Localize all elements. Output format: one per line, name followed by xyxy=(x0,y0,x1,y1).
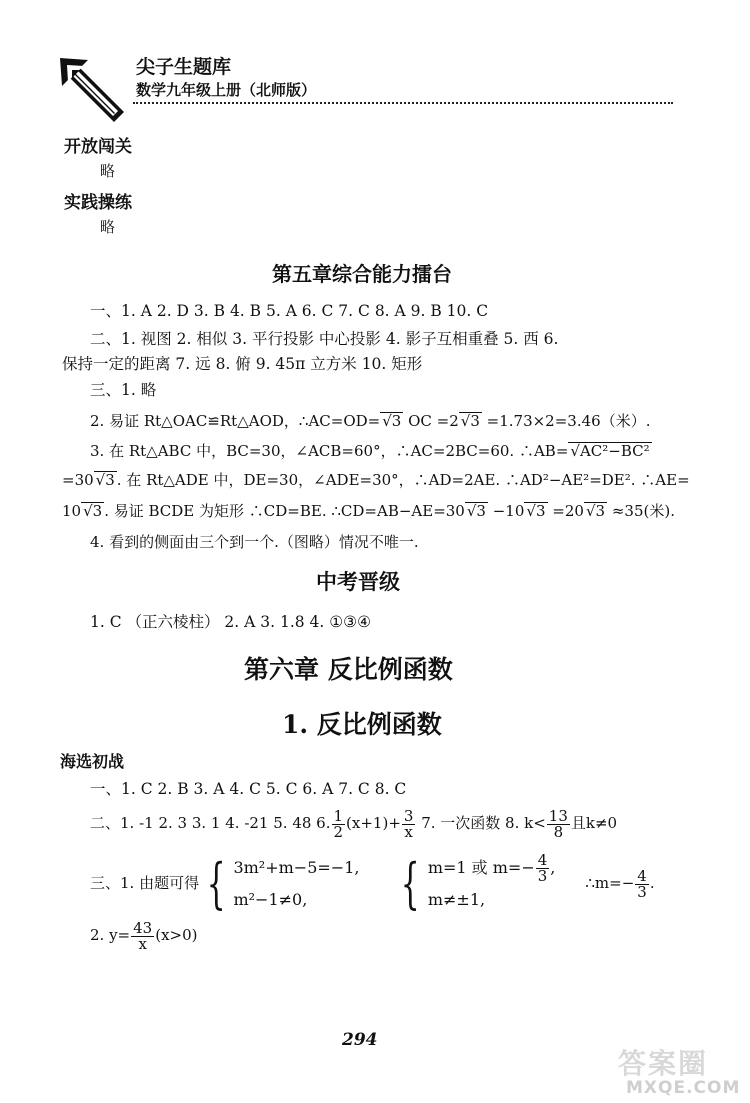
ch5-q3-line1: 3. 在 Rt△ABC 中，BC=30，∠ACB=60°，∴AC=2BC=60. ∴AB= √AC²−BC² xyxy=(90,442,650,460)
fraction: $\frac{43}{x}$ xyxy=(133,918,153,953)
zhongkao-title: 中考晋级 xyxy=(316,570,400,594)
ch6-line2: 二、1. -1 2. 3 3. 1 4. -21 5. 48 6. $\frac{1}{2}$ (x+1)+ $\frac{3}{x}$ 7. 一次函数 8. k< $\frac{13}{8}$ 且k≠0 xyxy=(90,806,618,841)
zhongkao-answers: 1. C （正六棱柱） 2. A 3. 1.8 4. ①③④ xyxy=(90,613,371,631)
sqrt-sign: √3 xyxy=(95,471,115,489)
ch5-line2a: 二、1. 视图 2. 相似 3. 平行投影 中心投影 4. 影子互相重叠 5. 西 6. xyxy=(90,330,559,348)
ch6-line3: 三、1. 由题可得 { 3m²+m−5=−1, m²−1≠0, { m=1 或 m=− $\frac{4}{3}$ , m≠±1, ∴m=− $\frac{4}{3}$ . xyxy=(90,851,655,915)
sqrt-sign: √3 xyxy=(526,502,546,520)
ch5-line1: 一、1. A 2. D 3. B 4. B 5. A 6. C 7. C 8. A 9. B 10. C xyxy=(90,302,489,320)
ch5-q4: 4. 看到的侧面由三个到一个.（图略）情况不唯一. xyxy=(90,533,419,551)
fraction: $\frac{3}{x}$ xyxy=(403,806,414,841)
equation-system: m=1 或 m=− $\frac{4}{3}$ , m≠±1, xyxy=(427,851,556,909)
ch5-q3-line2: =30 √3 . 在 Rt△ADE 中，DE=30，∠ADE=30°，∴AD=2AE. ∴AD²−AE²=DE². ∴AE= xyxy=(62,471,690,489)
sqrt-sign: √3 xyxy=(83,502,103,520)
ch6-section-title: 1. 反比例函数 xyxy=(282,710,442,739)
left-brace: { xyxy=(206,852,226,915)
ch6-line4: 2. y= $\frac{43}{x}$ (x>0) xyxy=(90,918,198,953)
open-gate-answer: 略 xyxy=(100,162,116,180)
sqrt-sign: √3 xyxy=(585,502,606,520)
sqrt-sign: √AC²−BC² xyxy=(570,442,650,460)
fraction: $\frac{1}{2}$ xyxy=(333,806,344,841)
watermark-logo xyxy=(600,1040,750,1103)
left-brace: { xyxy=(401,852,421,915)
equation-system: 3m²+m−5=−1, m²−1≠0, xyxy=(233,858,360,909)
ch5-line2b: 保持一定的距离 7. 远 8. 俯 9. 45π 立方米 10. 矩形 xyxy=(62,355,423,373)
watermark-url: MXQE.COM xyxy=(626,1078,741,1098)
sqrt-sign: √3 xyxy=(460,412,480,430)
ch5-q2: 2. 易证 Rt△OAC≌Rt△AOD，∴AC=OD= √3 OC =2 √3 =1.73×2=3.46（米）. xyxy=(90,412,651,430)
book-subtitle: 数学九年级上册（北师版） xyxy=(136,81,317,99)
ch6-title: 第六章 反比例函数 xyxy=(244,655,453,684)
header-divider xyxy=(133,102,673,104)
watermark-text: 答案圈 xyxy=(618,1047,709,1080)
page-number: 294 xyxy=(342,1030,378,1050)
ch6-line1: 一、1. C 2. B 3. A 4. C 5. C 6. A 7. C 8. C xyxy=(90,780,407,798)
ch5-review-title: 第五章综合能力擂台 xyxy=(272,262,452,286)
ch6-subheading: 海选初战 xyxy=(60,752,125,771)
arrow-logo-icon xyxy=(58,56,128,124)
sqrt-sign: √3 xyxy=(466,502,486,520)
ch5-line3: 三、1. 略 xyxy=(90,381,157,399)
book-title: 尖子生题库 xyxy=(136,56,232,78)
open-gate-heading: 开放闯关 xyxy=(64,137,132,157)
ch5-q3-line3: 10 √3 . 易证 BCDE 为矩形 ∴CD=BE. ∴CD=AB−AE=30 √3 −10 √3 =20 √3 ≈35(米). xyxy=(62,502,675,520)
sqrt-sign: √3 xyxy=(382,412,402,430)
fraction: $\frac{4}{3}$ xyxy=(637,866,647,901)
practice-answer: 略 xyxy=(100,218,116,236)
practice-heading: 实践操练 xyxy=(64,193,132,213)
fraction: $\frac{13}{8}$ xyxy=(548,806,568,841)
